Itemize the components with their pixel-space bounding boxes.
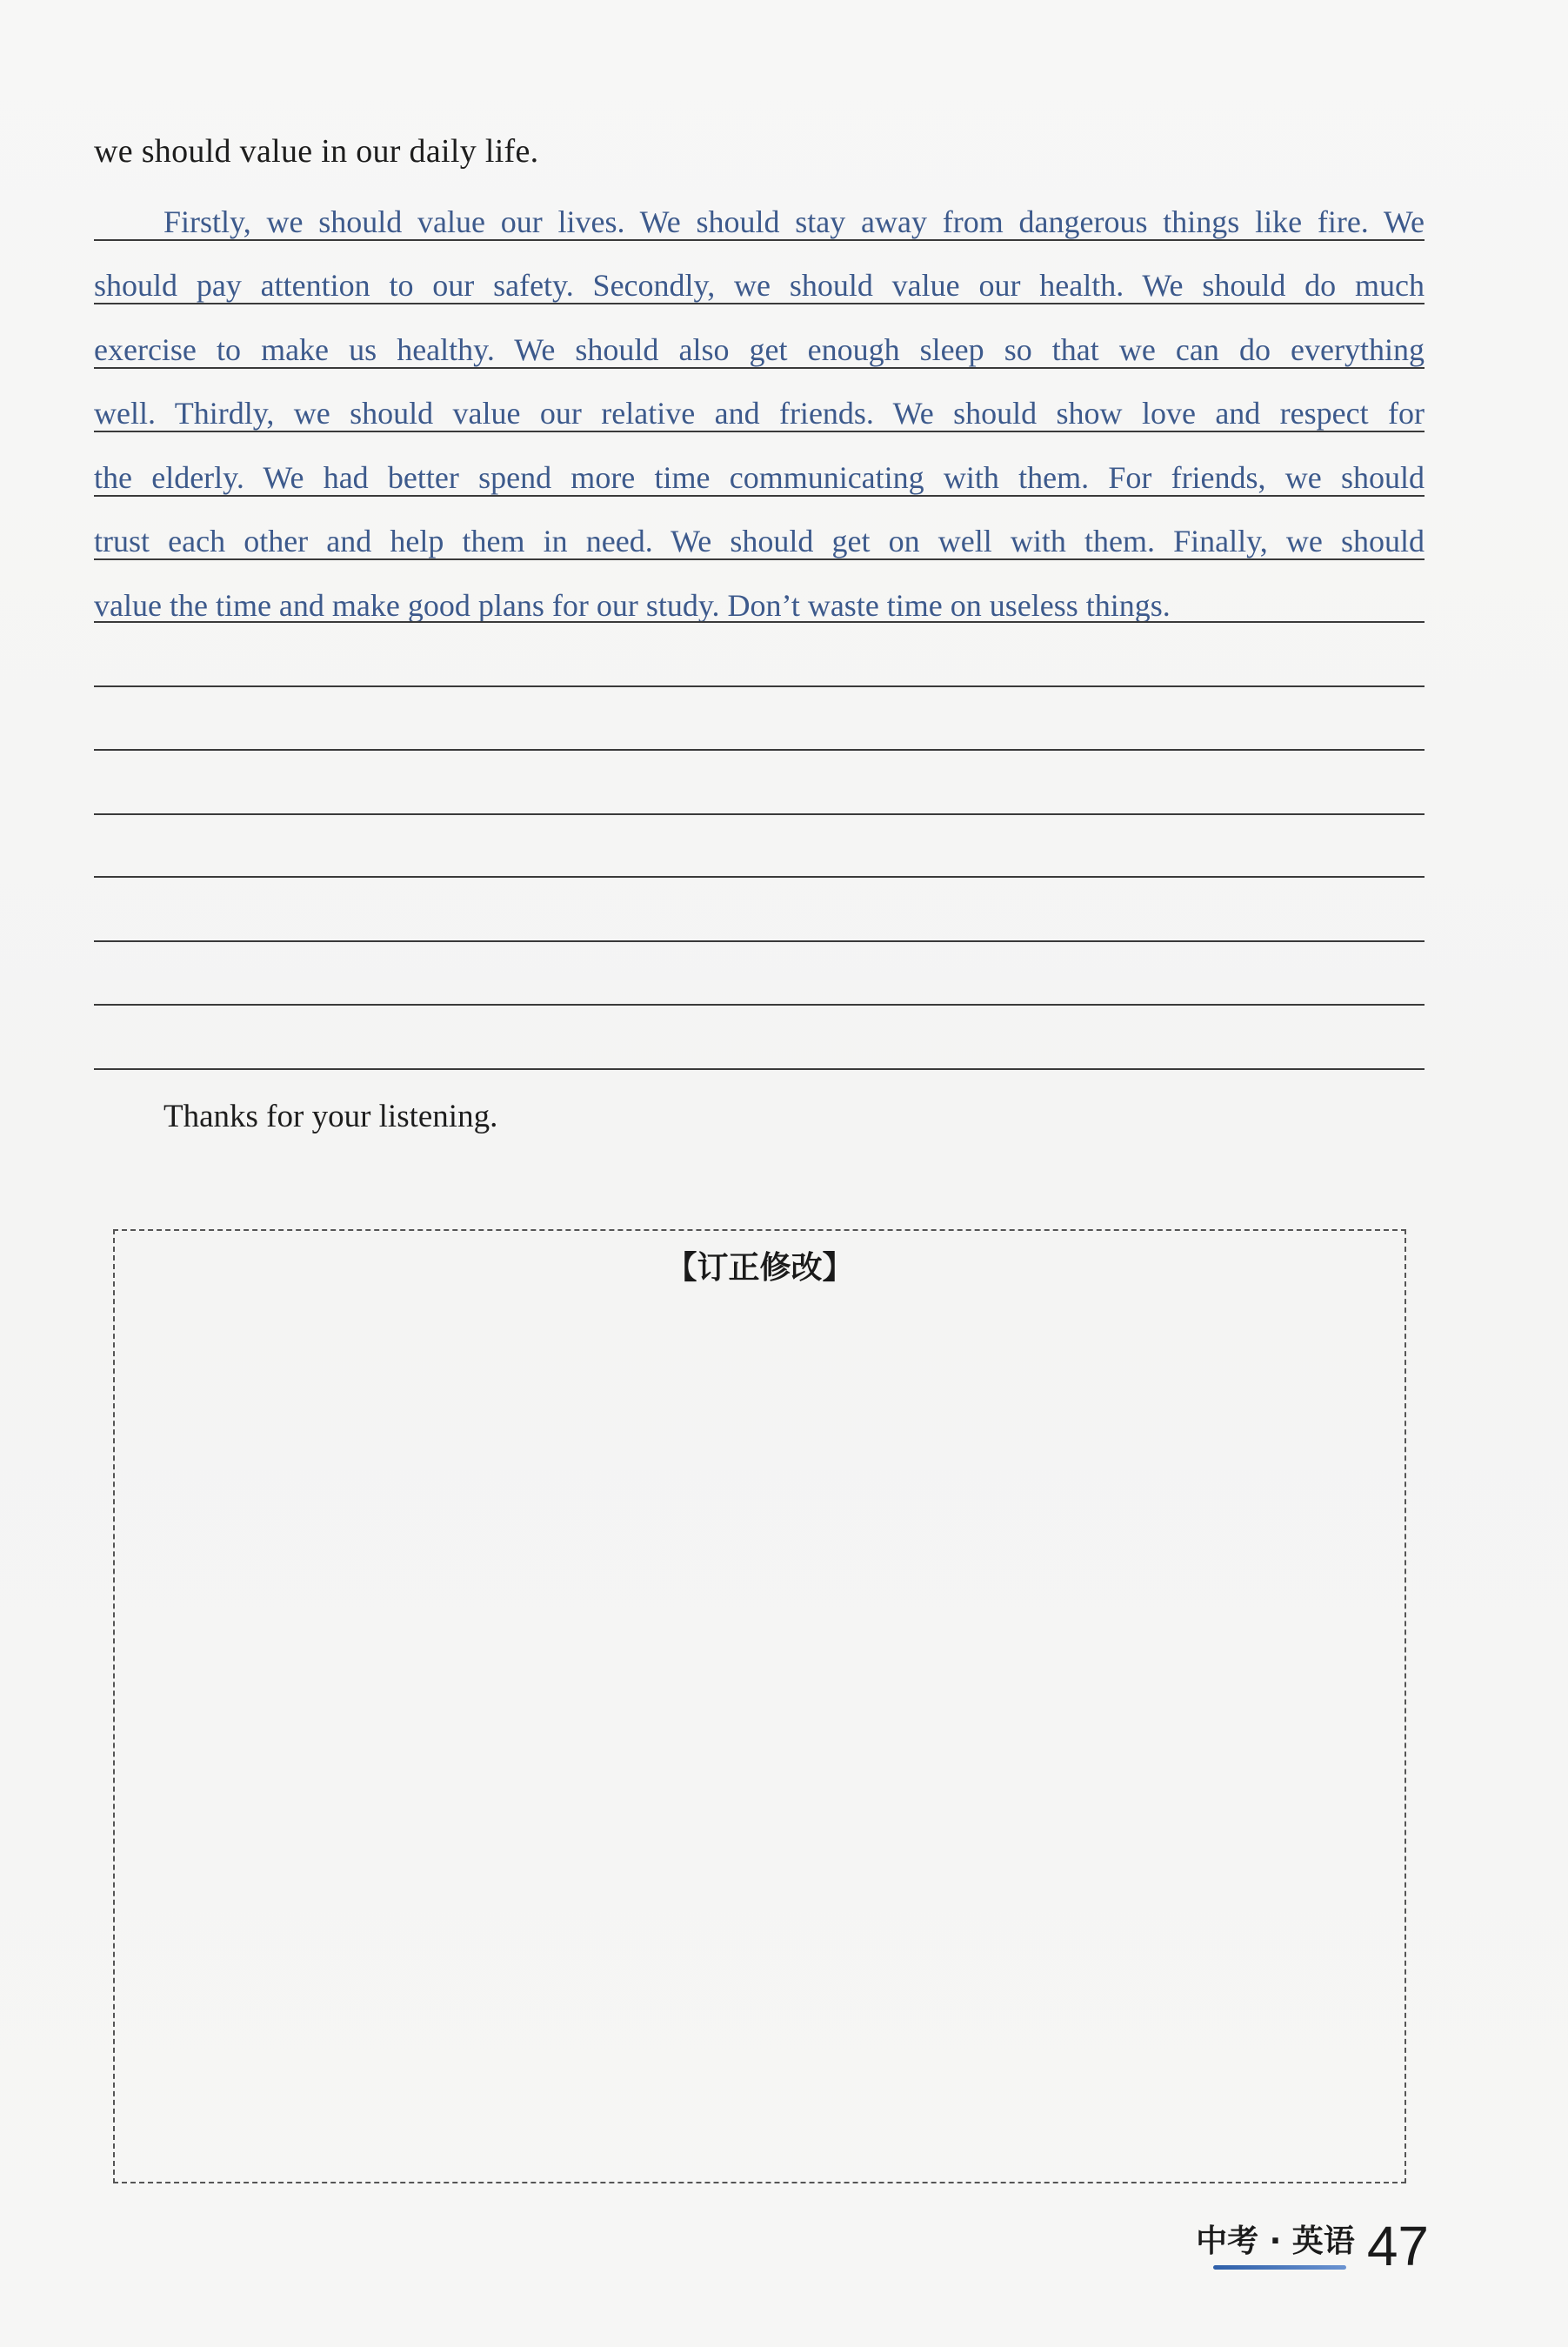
essay-line-2: should pay attention to our safety. Secondly, we should value our health. We should do much — [94, 268, 1425, 303]
writing-rule — [94, 621, 1425, 623]
writing-rule — [94, 495, 1425, 497]
essay-line-7: value the time and make good plans for our study. Don’t waste time on useless things. — [94, 588, 1171, 623]
writing-rule — [94, 367, 1425, 369]
closing-sentence: Thanks for your listening. — [163, 1099, 498, 1134]
empty-writing-rule — [94, 876, 1425, 878]
writing-rule — [94, 239, 1425, 241]
essay-line-5: the elderly. We had better spend more time communicating with them. For friends, we should — [94, 460, 1425, 495]
correction-title: 【订正修改】 — [665, 1250, 854, 1286]
empty-writing-rule — [94, 1068, 1425, 1070]
essay-line-4: well. Thirdly, we should value our relative and friends. We should show love and respect for — [94, 396, 1425, 431]
footer-label-wrap — [1196, 2217, 1355, 2270]
footer-subject-label: 中考 · 英语 — [1196, 2223, 1355, 2259]
essay-line-1: Firstly, we should value our lives. We should stay away from dangerous things like fire. We — [163, 204, 1425, 239]
empty-writing-rule — [94, 685, 1425, 687]
page-footer — [1196, 2214, 1429, 2277]
empty-writing-rule — [94, 1004, 1425, 1006]
empty-writing-rule — [94, 813, 1425, 815]
page-number: 47 — [1366, 2214, 1429, 2277]
empty-writing-rule — [94, 940, 1425, 942]
essay-line-6: trust each other and help them in need. We should get on well with them. Finally, we should — [94, 524, 1425, 558]
writing-rule — [94, 303, 1425, 304]
correction-area[interactable] — [113, 1229, 1406, 2183]
footer-underline — [1213, 2265, 1346, 2270]
essay-line-3: exercise to make us healthy. We should also get enough sleep so that we can do everything — [94, 332, 1425, 367]
writing-rule — [94, 431, 1425, 432]
intro-sentence: we should value in our daily life. — [94, 133, 539, 170]
empty-writing-rule — [94, 749, 1425, 751]
writing-rule — [94, 558, 1425, 560]
